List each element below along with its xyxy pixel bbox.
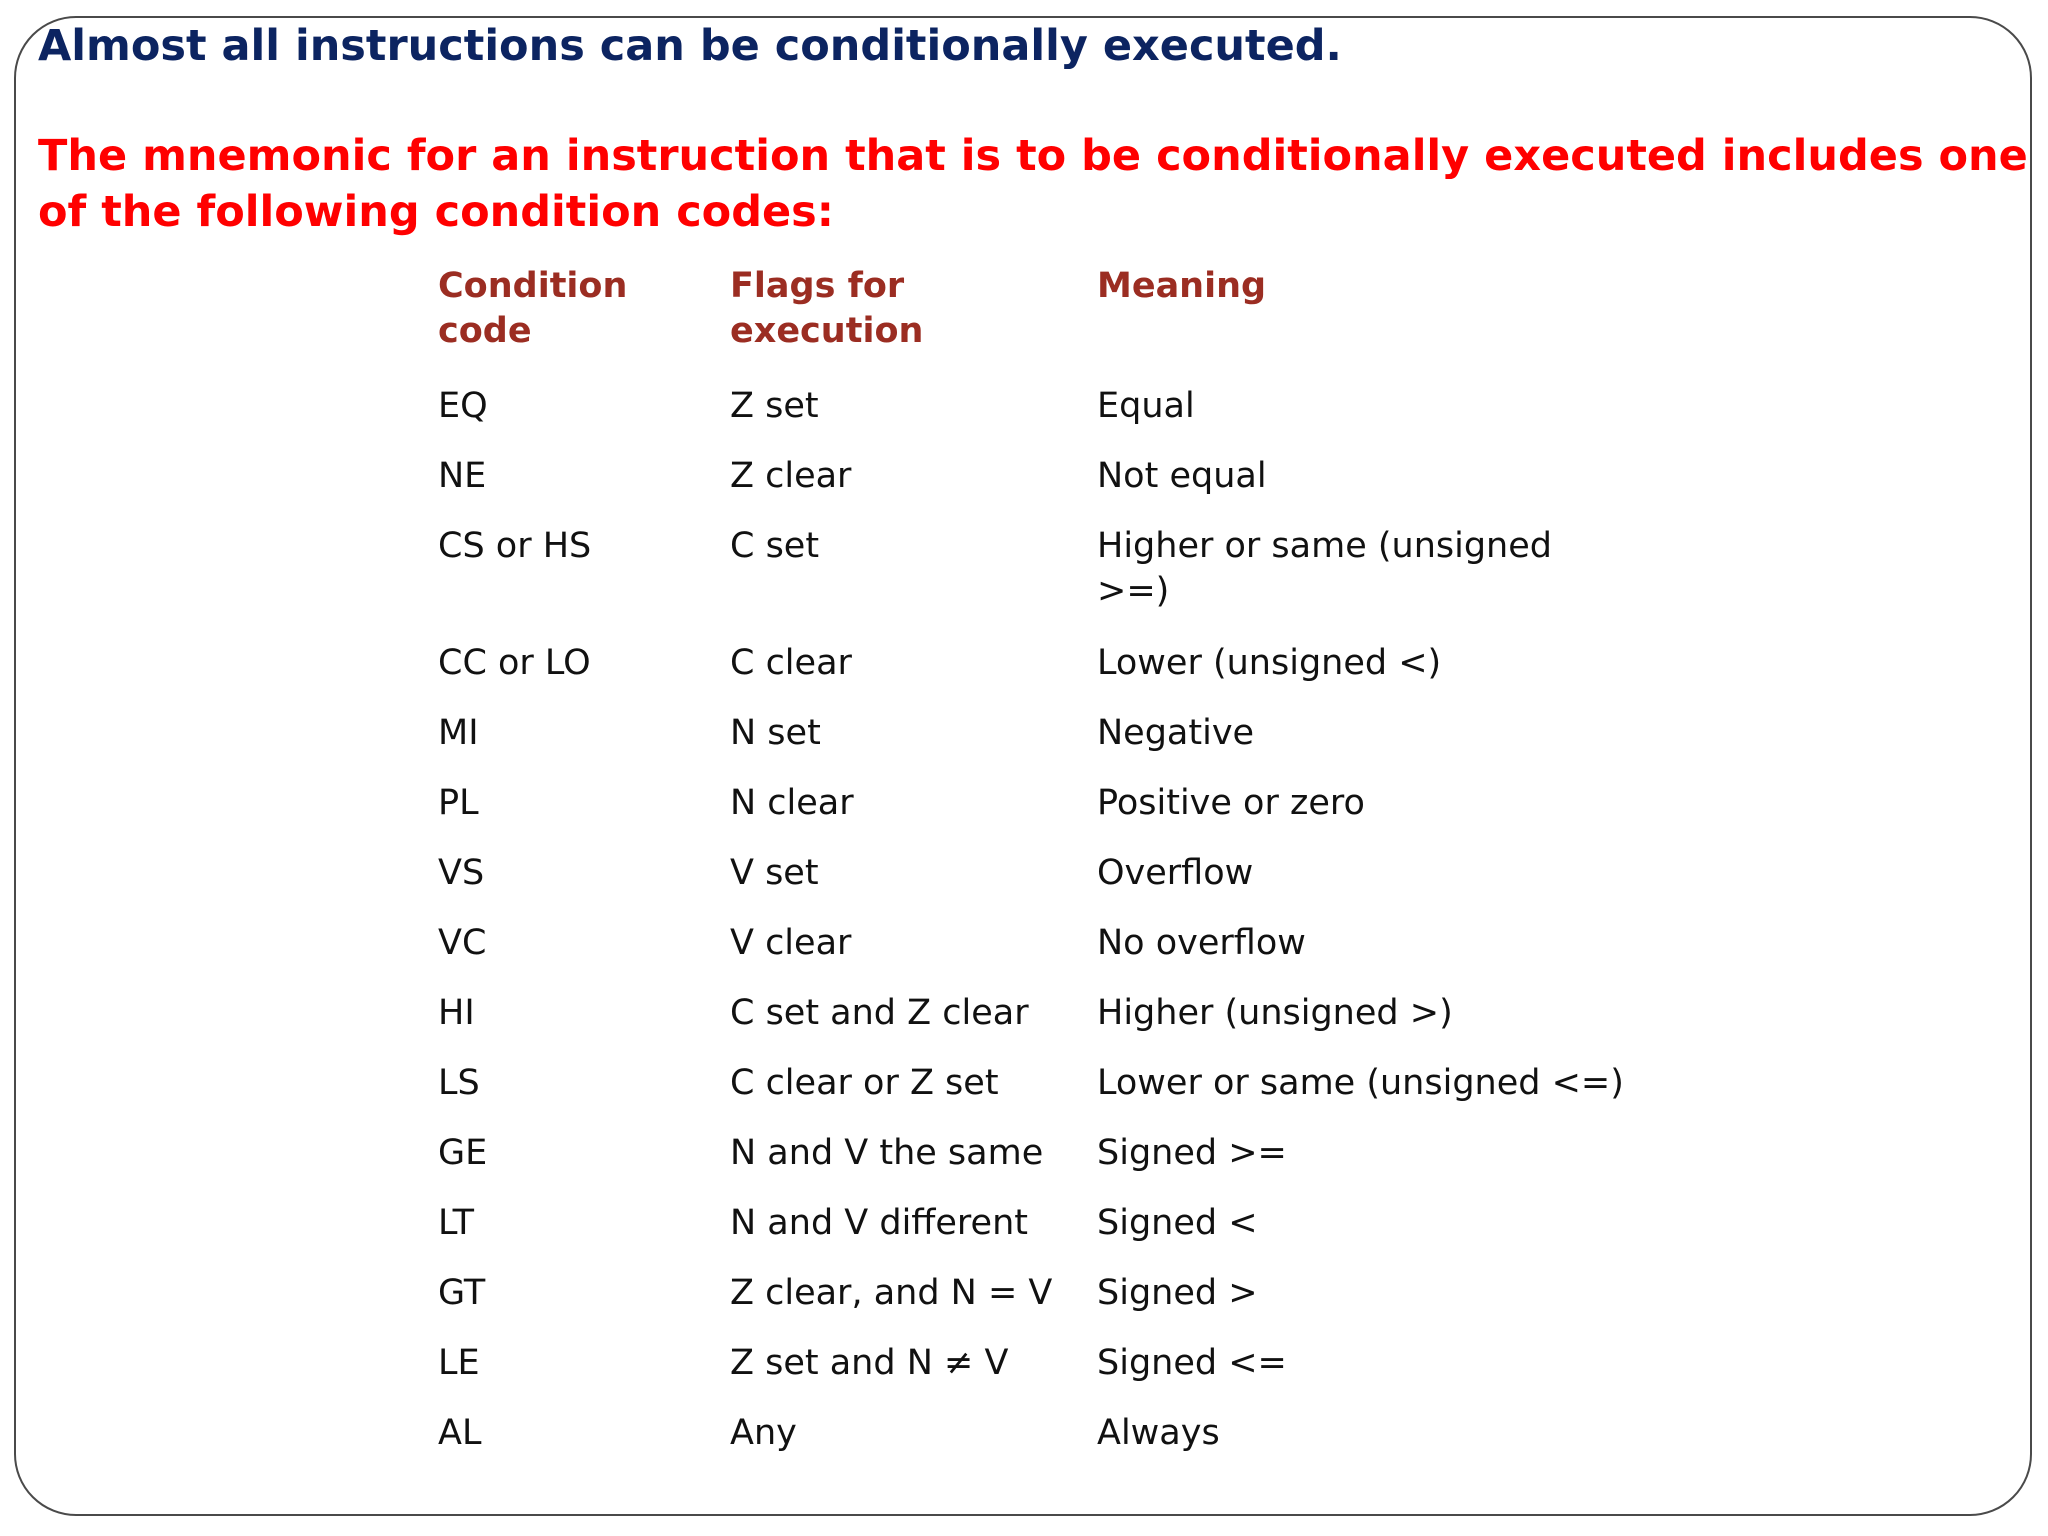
condition-code-cell: MI [438, 713, 479, 753]
flags-cell: C set [730, 526, 820, 566]
flags-cell: C clear [730, 643, 852, 683]
column-header-condition-code [438, 264, 627, 354]
meaning-line: Higher (unsigned >) [1097, 993, 1453, 1033]
flags-cell: N and V different [730, 1203, 1028, 1243]
condition-code-cell: LT [438, 1203, 475, 1243]
meaning-cell [1097, 991, 1453, 1036]
meaning-cell [1097, 641, 1441, 686]
flags-cell: V set [730, 853, 819, 893]
header-line: Meaning [1097, 266, 1267, 306]
condition-code-cell: LE [438, 1343, 480, 1383]
meaning-line: Overflow [1097, 853, 1254, 893]
condition-code-cell: NE [438, 456, 487, 496]
meaning-cell [1097, 1271, 1258, 1316]
header-line: Condition [438, 266, 628, 306]
meaning-cell [1097, 384, 1195, 429]
header-line: code [438, 311, 532, 351]
header-line: Flags for [730, 266, 905, 306]
flags-cell: N clear [730, 783, 854, 823]
flags-cell: C set and Z clear [730, 993, 1029, 1033]
condition-code-cell: CC or LO [438, 643, 591, 683]
condition-code-cell: AL [438, 1413, 482, 1453]
flags-cell: N and V the same [730, 1133, 1044, 1173]
condition-code-cell: GT [438, 1273, 486, 1313]
meaning-cell [1097, 454, 1267, 499]
meaning-line: Equal [1097, 386, 1195, 426]
meaning-line: Not equal [1097, 456, 1267, 496]
condition-code-cell: VC [438, 923, 487, 963]
flags-cell: C clear or Z set [730, 1063, 999, 1103]
meaning-cell [1097, 711, 1254, 756]
meaning-line: Signed < [1097, 1203, 1258, 1243]
meaning-line: Always [1097, 1413, 1220, 1453]
meaning-line: Signed >= [1097, 1133, 1287, 1173]
meaning-cell [1097, 1341, 1287, 1386]
meaning-line: Signed <= [1097, 1343, 1287, 1383]
flags-cell: N set [730, 713, 821, 753]
meaning-line: Negative [1097, 713, 1255, 753]
condition-code-cell: LS [438, 1063, 480, 1103]
flags-cell: V clear [730, 923, 852, 963]
condition-code-cell: EQ [438, 386, 488, 426]
condition-code-cell: VS [438, 853, 485, 893]
meaning-line: Lower or same (unsigned <=) [1097, 1063, 1624, 1103]
flags-cell: Z set and N ≠ V [730, 1343, 1009, 1383]
meaning-line: Higher or same (unsigned [1097, 526, 1552, 566]
meaning-line: Positive or zero [1097, 783, 1365, 823]
condition-code-cell: HI [438, 993, 475, 1033]
slide-heading: Almost all instructions can be conditionally executed. [38, 21, 1342, 71]
meaning-line: Lower (unsigned <) [1097, 643, 1442, 683]
flags-cell: Z set [730, 386, 819, 426]
flags-cell: Z clear, and N = V [730, 1273, 1053, 1313]
meaning-cell [1097, 781, 1365, 826]
meaning-cell [1097, 1411, 1220, 1456]
meaning-cell [1097, 1061, 1624, 1106]
meaning-cell [1097, 921, 1306, 966]
condition-code-cell: PL [438, 783, 479, 823]
column-header-flags [730, 264, 923, 354]
meaning-cell [1097, 851, 1253, 896]
condition-code-cell: CS or HS [438, 526, 592, 566]
slide-subheading: The mnemonic for an instruction that is to be conditionally executed includes one of the following condition codes: [38, 131, 2028, 237]
meaning-line: Signed > [1097, 1273, 1258, 1313]
header-line: execution [730, 311, 924, 351]
column-header-meaning [1097, 264, 1266, 309]
meaning-line: >=) [1097, 571, 1170, 611]
meaning-cell [1097, 1131, 1287, 1176]
flags-cell: Z clear [730, 456, 852, 496]
meaning-cell [1097, 524, 1552, 614]
meaning-line: No overflow [1097, 923, 1306, 963]
condition-code-cell: GE [438, 1133, 488, 1173]
flags-cell: Any [730, 1413, 797, 1453]
meaning-cell [1097, 1201, 1258, 1246]
